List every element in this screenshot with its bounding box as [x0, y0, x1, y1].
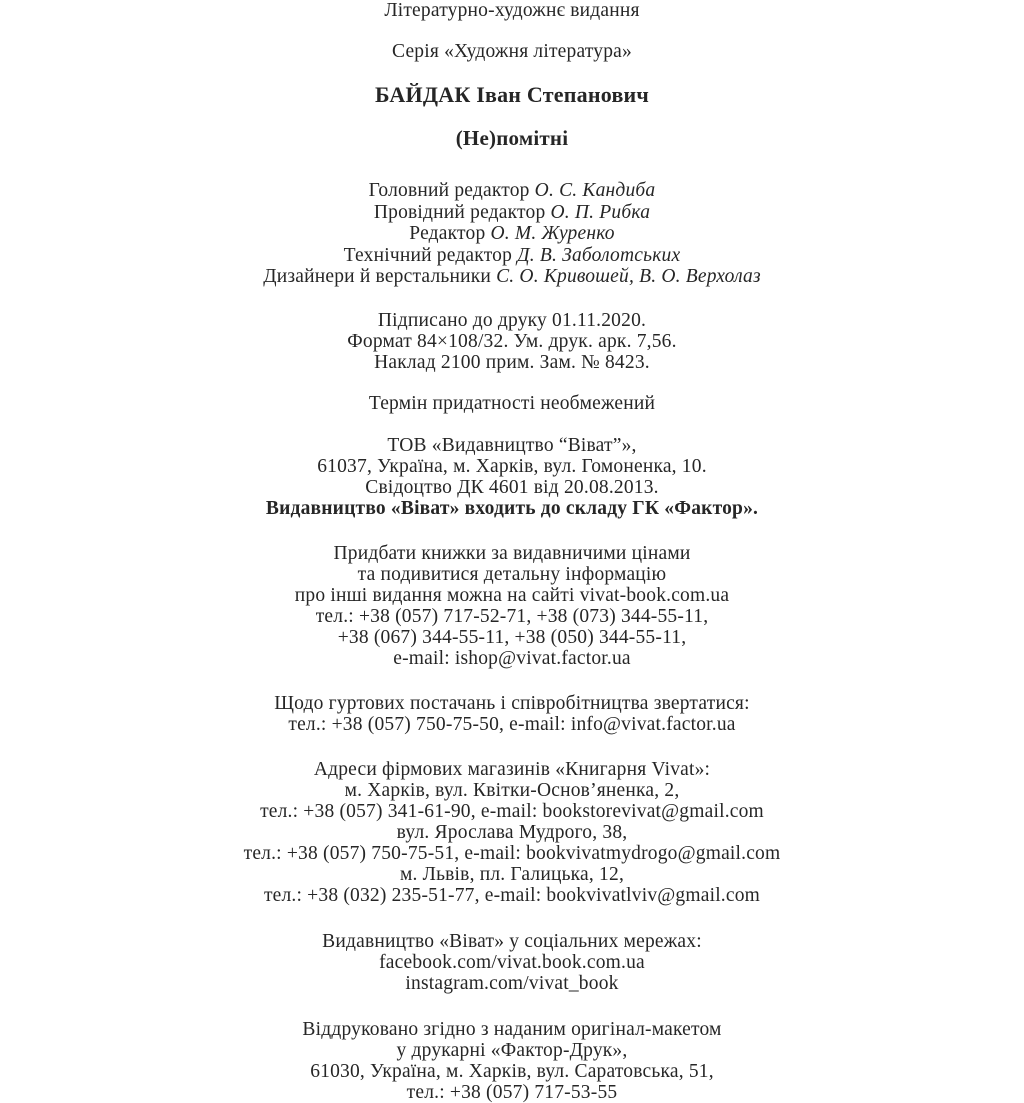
store-contact: тел.: +38 (057) 750-75-51, e-mail: bookvivatmydrogo@gmail.com — [243, 842, 781, 864]
print-specs — [0, 310, 1024, 373]
purchase-email: e-mail: ishop@vivat.factor.ua — [393, 647, 631, 669]
store-address: вул. Ярослава Мудрого, 38, — [396, 821, 628, 843]
author-name: БАЙДАК Іван Степанович — [374, 82, 650, 107]
stores-heading: Адреси фірмових магазинів «Книгарня Vivat»: — [313, 758, 711, 780]
publisher-certificate: Свідоцтво ДК 4601 від 20.08.2013. — [365, 476, 659, 498]
credit-row — [0, 266, 1024, 288]
publisher-block — [0, 435, 1024, 519]
credit-role: Головний редактор — [368, 180, 535, 201]
credit-role: Провідний редактор — [373, 201, 551, 223]
printer-info — [0, 1019, 1024, 1103]
credit-role: Редактор — [409, 223, 491, 244]
credit-row — [0, 202, 1024, 224]
series-name: Серія «Художня література» — [392, 41, 632, 62]
publisher-name: ТОВ «Видавництво “Віват”», — [387, 434, 637, 456]
book-title: (Не)помітні — [455, 126, 569, 150]
store-contact: тел.: +38 (032) 235-51-77, e-mail: bookvivatlviv@gmail.com — [263, 884, 761, 906]
publisher-address: 61037, Україна, м. Харків, вул. Гомоненка, 10. — [317, 455, 707, 477]
stores-info — [0, 759, 1024, 906]
credit-role: Технічний редактор — [343, 244, 518, 266]
store-address: м. Харків, вул. Квітки-Основ’яненка, 2, — [344, 779, 680, 801]
credit-person: С. О. Кривошей, В. О. Верхолаз — [496, 266, 761, 287]
credit-role: Дизайнери й верстальники — [263, 266, 497, 287]
credit-person: Д. В. Заболотських — [517, 244, 681, 266]
social-heading: Видавництво «Віват» у соціальних мережах: — [322, 930, 702, 952]
purchase-website-line: про інші видання можна на сайті vivat-book.com.ua — [294, 584, 730, 606]
signed-date: Підписано до друку 01.11.2020. — [377, 309, 647, 331]
wholesale-contact: тел.: +38 (057) 750-75-50, e-mail: info@vivat.factor.ua — [288, 713, 736, 735]
store-contact: тел.: +38 (057) 341-61-90, e-mail: bookstorevivat@gmail.com — [260, 800, 764, 822]
purchase-phones-2: +38 (067) 344-55-11, +38 (050) 344-55-11, — [337, 626, 687, 648]
credits-list — [0, 180, 1024, 288]
purchase-line-1: Придбати книжки за видавничими цінами — [333, 542, 691, 564]
print-run: Наклад 2100 прим. Зам. № 8423. — [374, 351, 650, 373]
instagram-link: instagram.com/vivat_book — [405, 972, 619, 994]
credit-person: О. С. Кандиба — [534, 180, 656, 201]
facebook-link: facebook.com/vivat.book.com.ua — [379, 951, 645, 973]
social-info — [0, 931, 1024, 994]
publisher-group-note: Видавництво «Віват» входить до складу ГК «Фактор». — [265, 497, 759, 519]
credit-person: О. М. Журенко — [490, 223, 615, 244]
masthead — [0, 0, 1024, 150]
printer-line-1: Віддруковано згідно з наданим оригінал-макетом — [302, 1018, 722, 1040]
credit-row — [0, 223, 1024, 245]
wholesale-heading: Щодо гуртових постачань і співробітництва звертатися: — [274, 692, 750, 714]
printer-address: 61030, Україна, м. Харків, вул. Саратовська, 51, — [310, 1060, 714, 1082]
store-address: м. Львів, пл. Галицька, 12, — [399, 863, 625, 885]
credit-row — [0, 245, 1024, 267]
credit-row — [0, 180, 1024, 202]
validity-note — [0, 393, 1024, 414]
purchase-line-2: та подивитися детальну інформацію — [357, 563, 667, 585]
imprint-type: Літературно-художнє видання — [384, 0, 640, 21]
printer-phone: тел.: +38 (057) 717-53-55 — [406, 1081, 618, 1103]
validity-text: Термін придатності необмежений — [368, 392, 656, 414]
credit-person: О. П. Рибка — [550, 201, 651, 223]
format-spec: Формат 84×108/32. Ум. друк. арк. 7,56. — [347, 330, 677, 352]
wholesale-info — [0, 693, 1024, 735]
purchase-phones-1: тел.: +38 (057) 717-52-71, +38 (073) 344-55-11, — [315, 605, 709, 627]
purchase-info — [0, 543, 1024, 669]
printer-name: у друкарні «Фактор-Друк», — [396, 1039, 628, 1061]
